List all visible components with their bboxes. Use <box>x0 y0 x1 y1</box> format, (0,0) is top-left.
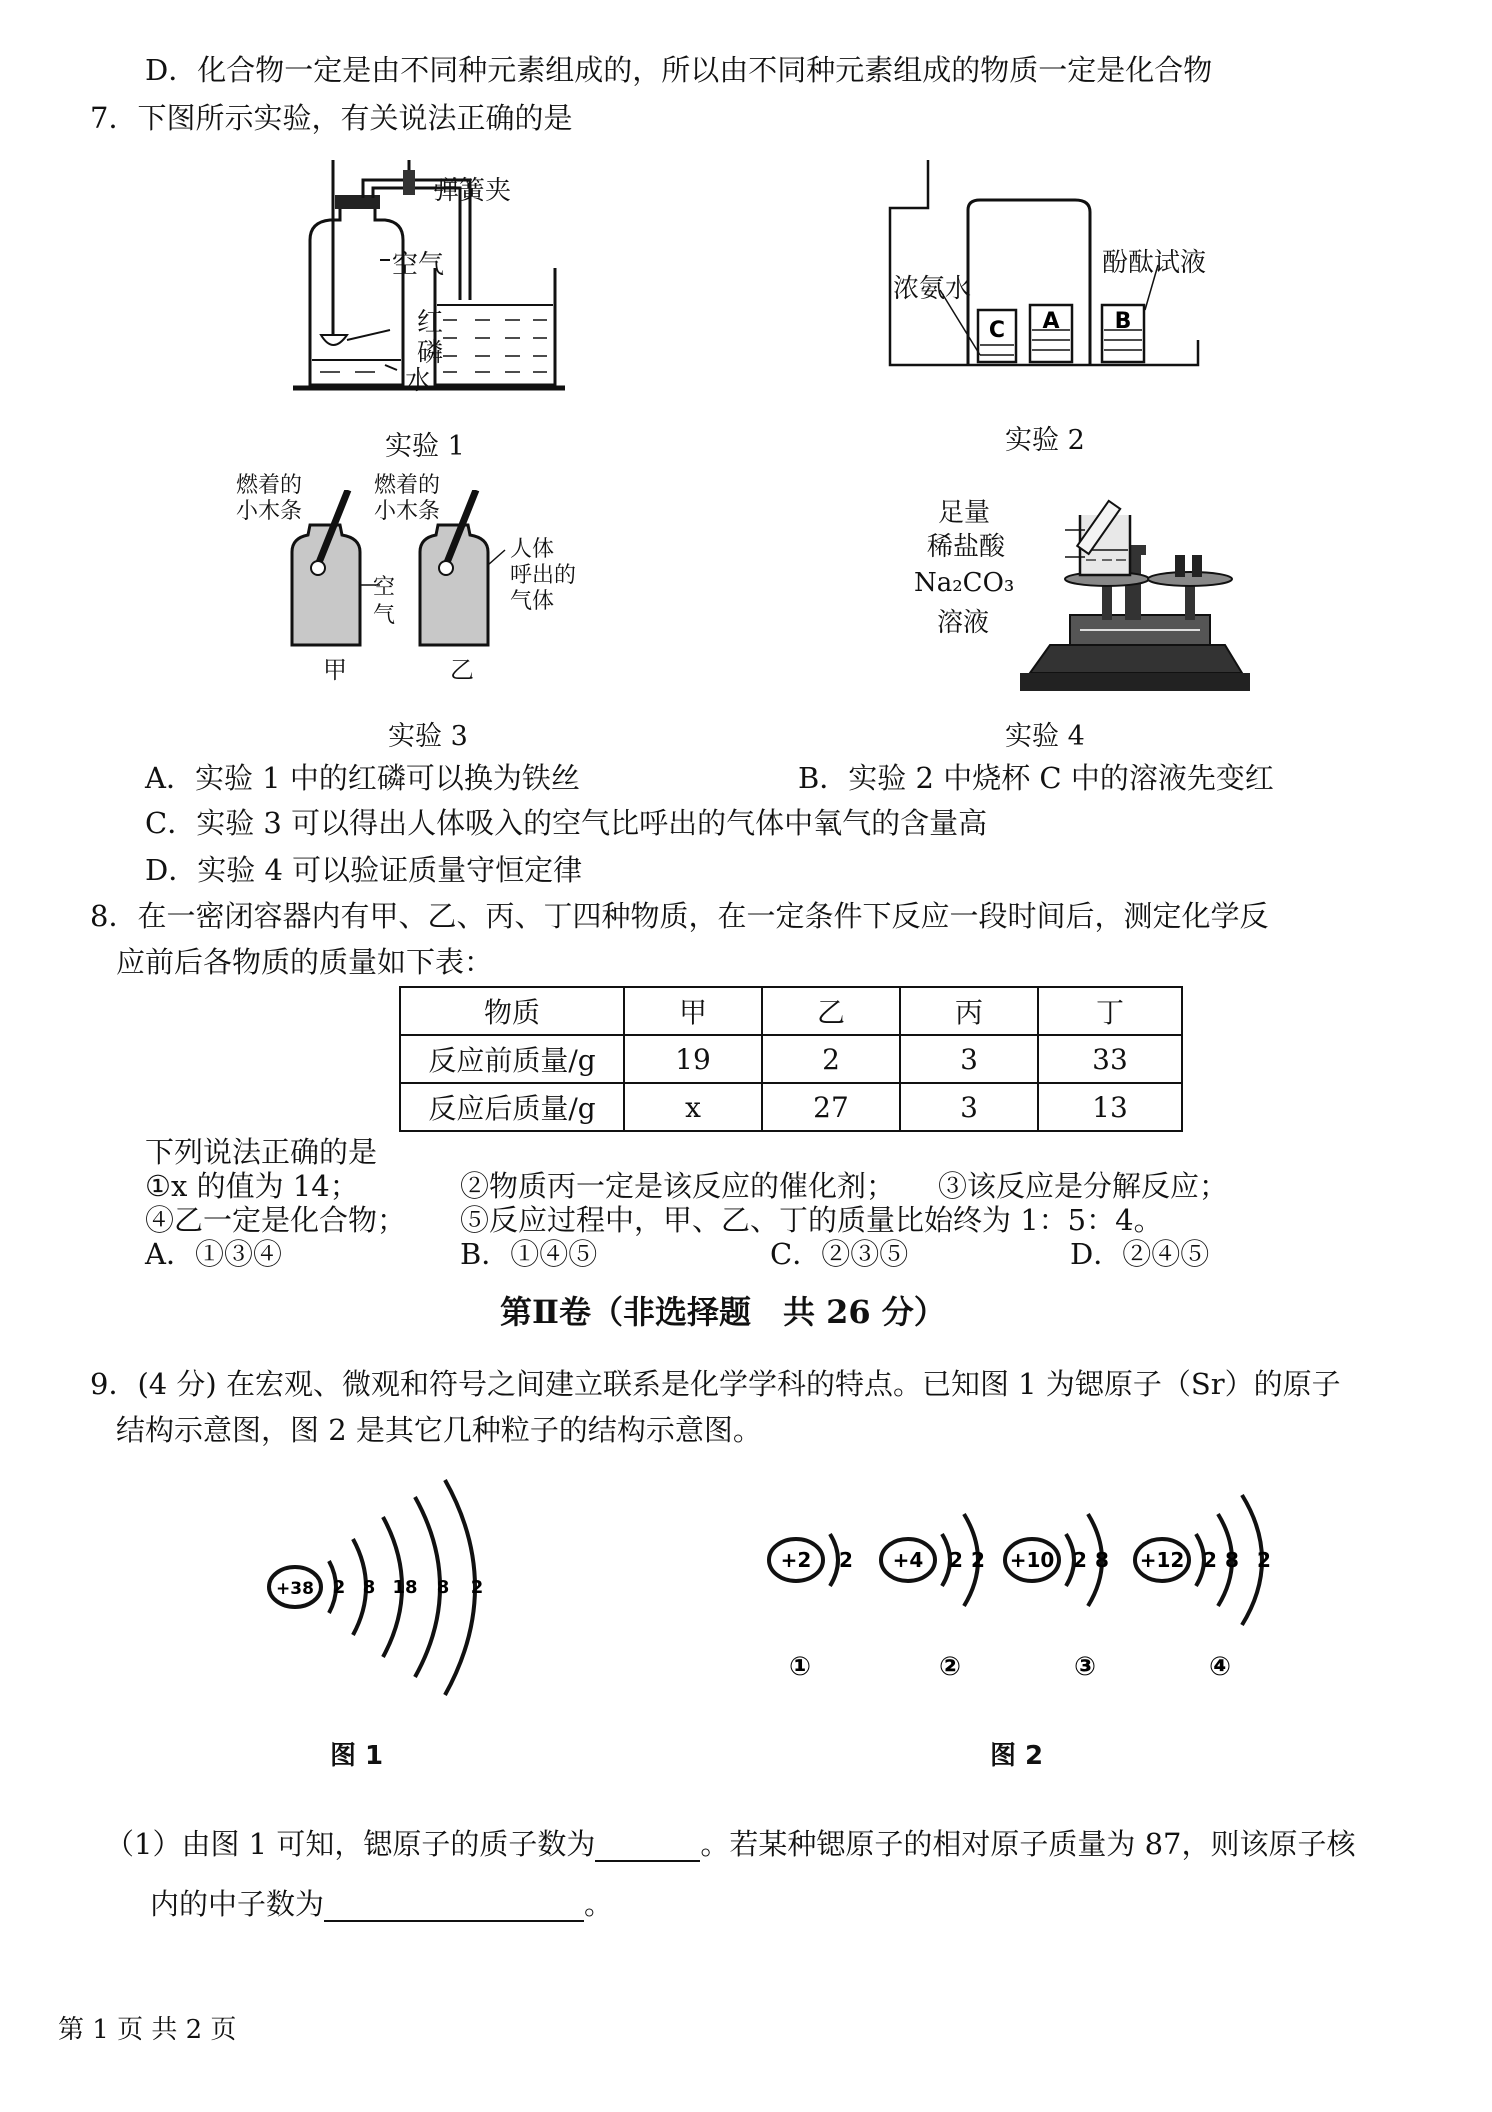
mass-table <box>399 986 1183 1132</box>
fig2-shell-count: 8 <box>1095 1548 1109 1572</box>
table-cell: 27 <box>762 1083 900 1131</box>
table-cell: 反应前质量/g <box>400 1035 624 1083</box>
table-cell: x <box>624 1083 762 1131</box>
q9-sub1-text-a: （1）由图 1 可知，锶原子的质子数为 <box>105 1827 596 1861</box>
q8-stem-line2: 应前后各物质的质量如下表： <box>116 945 494 979</box>
experiment-4-figure <box>1010 495 1250 700</box>
exp4-na2co3-line1: Na₂CO₃ <box>914 568 1015 598</box>
exp3-stick1-line2: 小木条 <box>236 499 303 524</box>
exp3-bottle-yi-label: 乙 <box>450 656 474 684</box>
table-header-cell: 丁 <box>1038 987 1182 1035</box>
table-header-row <box>400 987 1182 1035</box>
exp2-caption: 实验 2 <box>1005 425 1085 456</box>
exp3-bottle-jia-label: 甲 <box>323 656 347 684</box>
fig1-shell-count: 8 <box>362 1577 376 1598</box>
q8-statement-1: ①x 的值为 14； <box>145 1169 359 1203</box>
table-cell: 反应后质量/g <box>400 1083 624 1131</box>
table-row <box>400 1083 1182 1131</box>
exp4-caption: 实验 4 <box>1005 721 1085 752</box>
q9-stem-line1: 9．(4 分) 在宏观、微观和符号之间建立联系是化学学科的特点。已知图 1 为锶原子（Sr）的原子 <box>90 1367 1341 1401</box>
fig2-shell-count: 2 <box>1203 1548 1217 1572</box>
table-cell: 2 <box>762 1035 900 1083</box>
table-cell: 3 <box>900 1035 1038 1083</box>
q8-statement-3: ③该反应是分解反应； <box>938 1169 1229 1203</box>
q8-option-c: C．②③⑤ <box>770 1237 909 1271</box>
fig1-shell-count: 2 <box>332 1577 346 1598</box>
exp1-red-phosphorus-1: 红 <box>417 308 444 338</box>
table-row <box>400 1035 1182 1083</box>
q8-prompt: 下列说法正确的是 <box>145 1135 378 1169</box>
fig1-shell-count: 18 <box>392 1577 418 1598</box>
fig2-particle-label: ④ <box>1208 1652 1232 1682</box>
fig1-shell-count: 8 <box>436 1577 450 1598</box>
fig2-particle-label: ② <box>938 1652 962 1682</box>
page-footer: 第 1 页 共 2 页 <box>58 2015 237 2045</box>
exp3-exhale-line3: 气体 <box>510 589 555 614</box>
table-header-cell: 乙 <box>762 987 900 1035</box>
exp3-stick1-line1: 燃着的 <box>236 473 303 498</box>
table-header-cell: 甲 <box>624 987 762 1035</box>
figure-1-strontium-atom <box>255 1475 515 1700</box>
fig2-particle-label: ① <box>788 1652 812 1682</box>
fig2-shell-count: 2 <box>1257 1548 1271 1572</box>
fig2-shell-count: 2 <box>971 1548 985 1572</box>
q8-option-a: A．①③④ <box>145 1237 282 1271</box>
section-2-title: 第Ⅱ卷（非选择题 共 26 分） <box>500 1293 946 1331</box>
q9-sub1-text-d: 。 <box>584 1887 614 1921</box>
q9-stem-line2: 结构示意图，图 2 是其它几种粒子的结构示意图。 <box>116 1413 762 1447</box>
fig1-nucleus: +38 <box>276 1579 314 1599</box>
q6-option-d: D．化合物一定是由不同种元素组成的，所以由不同种元素组成的物质一定是化合物 <box>145 53 1213 87</box>
exp3-air-label-2: 气 <box>373 603 396 628</box>
fig2-nucleus: +4 <box>892 1548 924 1572</box>
figure-2-caption: 图 2 <box>990 1741 1044 1771</box>
fig2-shell-count: 2 <box>839 1548 853 1572</box>
q8-stem-line1: 8．在一密闭容器内有甲、乙、丙、丁四种物质，在一定条件下反应一段时间后，测定化学反 <box>90 899 1269 933</box>
fig2-shell-count: 2 <box>1073 1548 1087 1572</box>
exp1-clip-label: 弹簧夹 <box>433 176 512 206</box>
fig2-shell-count: 2 <box>949 1548 963 1572</box>
exp2-ammonia-label: 浓氨水 <box>893 274 972 304</box>
q8-option-b: B．①④⑤ <box>460 1237 598 1271</box>
q9-sub1-line1 <box>105 1826 1355 1862</box>
table-cell: 19 <box>624 1035 762 1083</box>
q7-option-b: B．实验 2 中烧杯 C 中的溶液先变红 <box>798 761 1274 795</box>
fig2-nucleus: +10 <box>1009 1548 1055 1572</box>
exp1-red-phosphorus-2: 磷 <box>417 338 444 368</box>
fig1-shell-count: 2 <box>470 1577 484 1598</box>
fig2-shell-count: 8 <box>1225 1548 1239 1572</box>
exp2-beaker-b-label: B <box>1114 309 1132 334</box>
exp2-beaker-c-label: C <box>988 318 1006 343</box>
figure-1-caption: 图 1 <box>330 1741 384 1771</box>
neutron-number-blank[interactable] <box>324 1920 584 1922</box>
q8-statement-5: ⑤反应过程中，甲、乙、丁的质量比始终为 1：5：4。 <box>460 1203 1163 1237</box>
q7-option-a: A．实验 1 中的红磷可以换为铁丝 <box>145 761 580 795</box>
exp4-acid-line2: 稀盐酸 <box>927 532 1006 562</box>
q9-sub1-text-c: 内的中子数为 <box>150 1887 325 1921</box>
table-header-cell: 物质 <box>400 987 624 1035</box>
q8-statement-2: ②物质丙一定是该反应的催化剂； <box>460 1169 896 1203</box>
exp1-air-label: 空气 <box>392 250 445 280</box>
q8-statement-4: ④乙一定是化合物； <box>145 1203 407 1237</box>
q8-option-d: D．②④⑤ <box>1070 1237 1210 1271</box>
exp3-air-label-1: 空 <box>373 575 396 600</box>
q9-sub1-text-b: 。若某种锶原子的相对原子质量为 87，则该原子核 <box>700 1827 1356 1861</box>
fig2-particle-label: ③ <box>1073 1652 1097 1682</box>
exp3-stick2-line1: 燃着的 <box>374 473 441 498</box>
exp3-caption: 实验 3 <box>388 721 468 752</box>
table-cell: 13 <box>1038 1083 1182 1131</box>
exp3-exhale-line2: 呼出的 <box>510 563 577 588</box>
table-header-cell: 丙 <box>900 987 1038 1035</box>
exp4-acid-line1: 足量 <box>938 498 991 528</box>
table-cell: 3 <box>900 1083 1038 1131</box>
q7-stem: 7．下图所示实验，有关说法正确的是 <box>90 101 573 135</box>
exp3-stick2-line2: 小木条 <box>374 499 441 524</box>
exp4-na2co3-line2: 溶液 <box>937 608 990 638</box>
q7-option-c: C．实验 3 可以得出人体吸入的空气比呼出的气体中氧气的含量高 <box>145 806 988 840</box>
table-cell: 33 <box>1038 1035 1182 1083</box>
fig2-nucleus: +12 <box>1139 1548 1185 1572</box>
exp1-caption: 实验 1 <box>385 431 465 462</box>
proton-number-blank[interactable] <box>595 1860 700 1862</box>
q9-sub1-line2 <box>150 1886 613 1922</box>
figure-2-particles <box>760 1490 1290 1690</box>
exp3-exhale-line1: 人体 <box>510 537 555 562</box>
fig2-nucleus: +2 <box>780 1548 812 1572</box>
exp1-water-label: 水 <box>405 366 432 396</box>
exp2-beaker-a-label: A <box>1042 309 1060 334</box>
exp2-phenolphthalein-label: 酚酞试液 <box>1102 248 1207 278</box>
q7-option-d: D．实验 4 可以验证质量守恒定律 <box>145 853 583 887</box>
